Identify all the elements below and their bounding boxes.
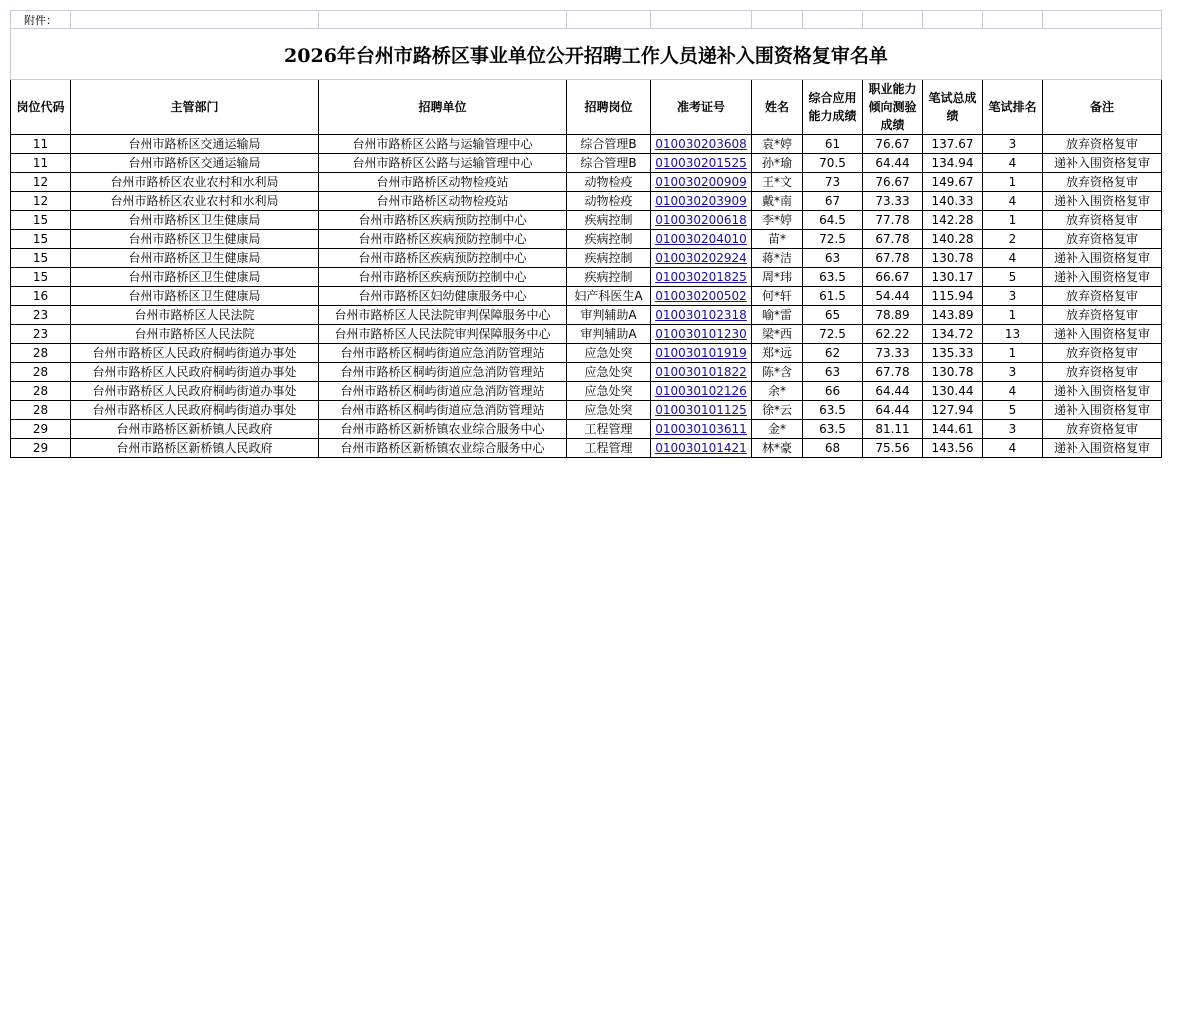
attachment-label: 附件： xyxy=(11,11,71,29)
cell-remarks: 放弃资格复审 xyxy=(1043,287,1162,306)
cell-ticket-number xyxy=(651,192,752,211)
header-aptitude-score: 职业能力倾向测验成绩 xyxy=(863,80,923,135)
cell-rank: 1 xyxy=(983,211,1043,230)
cell-applied-score: 62 xyxy=(803,344,863,363)
cell-aptitude-score: 64.44 xyxy=(863,382,923,401)
header-post-code: 岗位代码 xyxy=(11,80,71,135)
cell-name: 戴*南 xyxy=(752,192,803,211)
header-rank: 笔试排名 xyxy=(983,80,1043,135)
ticket-number-link[interactable]: 010030101421 xyxy=(655,440,747,455)
cell-aptitude-score: 78.89 xyxy=(863,306,923,325)
cell-remarks: 放弃资格复审 xyxy=(1043,135,1162,154)
cell-ticket-number xyxy=(651,249,752,268)
header-recruiting-unit: 招聘单位 xyxy=(319,80,567,135)
cell-ticket-number xyxy=(651,401,752,420)
cell-aptitude-score: 66.67 xyxy=(863,268,923,287)
cell-applied-score: 61.5 xyxy=(803,287,863,306)
table-row xyxy=(11,344,1162,363)
cell-applied-score: 72.5 xyxy=(803,230,863,249)
cell-recruiting-unit: 台州市路桥区疾病预防控制中心 xyxy=(319,211,567,230)
cell-position: 疾病控制 xyxy=(567,249,651,268)
cell-name: 王*文 xyxy=(752,173,803,192)
header-remarks: 备注 xyxy=(1043,80,1162,135)
cell-total-score: 149.67 xyxy=(923,173,983,192)
cell-recruiting-unit: 台州市路桥区桐屿街道应急消防管理站 xyxy=(319,382,567,401)
cell-rank: 3 xyxy=(983,363,1043,382)
cell-department: 台州市路桥区卫生健康局 xyxy=(71,249,319,268)
cell-post-code: 29 xyxy=(11,439,71,458)
cell-remarks: 递补入围资格复审 xyxy=(1043,154,1162,173)
cell-rank: 13 xyxy=(983,325,1043,344)
cell-total-score: 137.67 xyxy=(923,135,983,154)
cell-post-code: 23 xyxy=(11,306,71,325)
cell-aptitude-score: 67.78 xyxy=(863,249,923,268)
cell-position: 审判辅助A xyxy=(567,306,651,325)
cell-ticket-number xyxy=(651,173,752,192)
cell-department: 台州市路桥区人民政府桐屿街道办事处 xyxy=(71,382,319,401)
cell-remarks: 递补入围资格复审 xyxy=(1043,249,1162,268)
cell-aptitude-score: 67.78 xyxy=(863,230,923,249)
cell-aptitude-score: 64.44 xyxy=(863,154,923,173)
cell-position: 应急处突 xyxy=(567,363,651,382)
cell-post-code: 28 xyxy=(11,382,71,401)
table-row xyxy=(11,363,1162,382)
ticket-number-link[interactable]: 010030101919 xyxy=(655,345,747,360)
ticket-number-link[interactable]: 010030102318 xyxy=(655,307,747,322)
cell-post-code: 15 xyxy=(11,249,71,268)
table-row xyxy=(11,401,1162,420)
header-name: 姓名 xyxy=(752,80,803,135)
cell-ticket-number xyxy=(651,306,752,325)
cell-remarks: 递补入围资格复审 xyxy=(1043,439,1162,458)
cell-remarks: 放弃资格复审 xyxy=(1043,344,1162,363)
cell-rank: 4 xyxy=(983,439,1043,458)
cell-recruiting-unit: 台州市路桥区新桥镇农业综合服务中心 xyxy=(319,439,567,458)
cell-total-score: 140.28 xyxy=(923,230,983,249)
cell-recruiting-unit: 台州市路桥区动物检疫站 xyxy=(319,173,567,192)
table-row xyxy=(11,306,1162,325)
cell-position: 工程管理 xyxy=(567,420,651,439)
cell-post-code: 15 xyxy=(11,211,71,230)
cell-department: 台州市路桥区农业农村和水利局 xyxy=(71,173,319,192)
cell-rank: 4 xyxy=(983,192,1043,211)
cell-total-score: 134.72 xyxy=(923,325,983,344)
header-total-score: 笔试总成绩 xyxy=(923,80,983,135)
cell-department: 台州市路桥区卫生健康局 xyxy=(71,230,319,249)
cell-applied-score: 61 xyxy=(803,135,863,154)
cell-department: 台州市路桥区新桥镇人民政府 xyxy=(71,420,319,439)
table-row xyxy=(11,192,1162,211)
cell-ticket-number xyxy=(651,287,752,306)
cell-name: 何*轩 xyxy=(752,287,803,306)
cell-aptitude-score: 76.67 xyxy=(863,173,923,192)
cell-post-code: 11 xyxy=(11,154,71,173)
cell-position: 动物检疫 xyxy=(567,192,651,211)
cell-department: 台州市路桥区卫生健康局 xyxy=(71,211,319,230)
cell-recruiting-unit: 台州市路桥区桐屿街道应急消防管理站 xyxy=(319,401,567,420)
cell-department: 台州市路桥区人民法院 xyxy=(71,306,319,325)
cell-recruiting-unit: 台州市路桥区人民法院审判保障服务中心 xyxy=(319,325,567,344)
cell-applied-score: 73 xyxy=(803,173,863,192)
cell-recruiting-unit: 台州市路桥区疾病预防控制中心 xyxy=(319,249,567,268)
cell-rank: 1 xyxy=(983,173,1043,192)
cell-recruiting-unit: 台州市路桥区人民法院审判保障服务中心 xyxy=(319,306,567,325)
cell-applied-score: 66 xyxy=(803,382,863,401)
cell-name: 金* xyxy=(752,420,803,439)
table-row xyxy=(11,420,1162,439)
ticket-number-link[interactable]: 010030202924 xyxy=(655,250,747,265)
cell-aptitude-score: 81.11 xyxy=(863,420,923,439)
cell-applied-score: 63.5 xyxy=(803,268,863,287)
cell-aptitude-score: 67.78 xyxy=(863,363,923,382)
cell-ticket-number xyxy=(651,230,752,249)
cell-ticket-number xyxy=(651,382,752,401)
cell-position: 综合管理B xyxy=(567,135,651,154)
cell-position: 应急处突 xyxy=(567,344,651,363)
cell-department: 台州市路桥区人民政府桐屿街道办事处 xyxy=(71,401,319,420)
header-position: 招聘岗位 xyxy=(567,80,651,135)
cell-position: 妇产科医生A xyxy=(567,287,651,306)
cell-name: 袁*婷 xyxy=(752,135,803,154)
cell-rank: 4 xyxy=(983,382,1043,401)
cell-name: 梁*西 xyxy=(752,325,803,344)
cell-aptitude-score: 75.56 xyxy=(863,439,923,458)
cell-department: 台州市路桥区人民政府桐屿街道办事处 xyxy=(71,344,319,363)
candidate-table xyxy=(10,10,1162,458)
cell-aptitude-score: 76.67 xyxy=(863,135,923,154)
cell-recruiting-unit: 台州市路桥区公路与运输管理中心 xyxy=(319,154,567,173)
cell-total-score: 143.89 xyxy=(923,306,983,325)
cell-name: 陈*含 xyxy=(752,363,803,382)
cell-department: 台州市路桥区卫生健康局 xyxy=(71,268,319,287)
cell-department: 台州市路桥区人民政府桐屿街道办事处 xyxy=(71,363,319,382)
cell-recruiting-unit: 台州市路桥区疾病预防控制中心 xyxy=(319,230,567,249)
cell-position: 疾病控制 xyxy=(567,230,651,249)
cell-total-score: 130.78 xyxy=(923,363,983,382)
ticket-number-link[interactable]: 010030103611 xyxy=(655,421,747,436)
cell-recruiting-unit: 台州市路桥区新桥镇农业综合服务中心 xyxy=(319,420,567,439)
cell-name: 苗* xyxy=(752,230,803,249)
cell-aptitude-score: 73.33 xyxy=(863,344,923,363)
cell-name: 周*玮 xyxy=(752,268,803,287)
title-row xyxy=(11,29,1162,80)
cell-applied-score: 72.5 xyxy=(803,325,863,344)
cell-ticket-number xyxy=(651,344,752,363)
cell-position: 动物检疫 xyxy=(567,173,651,192)
cell-total-score: 130.17 xyxy=(923,268,983,287)
cell-department: 台州市路桥区交通运输局 xyxy=(71,154,319,173)
cell-recruiting-unit: 台州市路桥区动物检疫站 xyxy=(319,192,567,211)
ticket-number-link[interactable]: 010030101125 xyxy=(655,402,747,417)
ticket-number-link[interactable]: 010030204010 xyxy=(655,231,747,246)
cell-applied-score: 63.5 xyxy=(803,401,863,420)
cell-post-code: 12 xyxy=(11,192,71,211)
spreadsheet xyxy=(10,10,1161,458)
cell-ticket-number xyxy=(651,154,752,173)
cell-recruiting-unit: 台州市路桥区公路与运输管理中心 xyxy=(319,135,567,154)
cell-remarks: 递补入围资格复审 xyxy=(1043,401,1162,420)
header-row xyxy=(11,80,1162,135)
table-row xyxy=(11,135,1162,154)
cell-rank: 3 xyxy=(983,135,1043,154)
cell-applied-score: 63 xyxy=(803,249,863,268)
table-row xyxy=(11,230,1162,249)
cell-post-code: 28 xyxy=(11,401,71,420)
cell-name: 喻*雷 xyxy=(752,306,803,325)
cell-applied-score: 67 xyxy=(803,192,863,211)
cell-rank: 1 xyxy=(983,344,1043,363)
cell-post-code: 28 xyxy=(11,344,71,363)
ticket-number-link[interactable]: 010030102126 xyxy=(655,383,747,398)
table-row xyxy=(11,268,1162,287)
cell-total-score: 142.28 xyxy=(923,211,983,230)
cell-rank: 2 xyxy=(983,230,1043,249)
cell-aptitude-score: 54.44 xyxy=(863,287,923,306)
header-ticket-number: 准考证号 xyxy=(651,80,752,135)
header-department: 主管部门 xyxy=(71,80,319,135)
cell-remarks: 递补入围资格复审 xyxy=(1043,192,1162,211)
cell-post-code: 15 xyxy=(11,230,71,249)
cell-name: 林*豪 xyxy=(752,439,803,458)
cell-recruiting-unit: 台州市路桥区桐屿街道应急消防管理站 xyxy=(319,344,567,363)
cell-post-code: 23 xyxy=(11,325,71,344)
page-title: 2026年台州市路桥区事业单位公开招聘工作人员递补入围资格复审名单 xyxy=(11,29,1162,80)
cell-position: 应急处突 xyxy=(567,401,651,420)
cell-department: 台州市路桥区农业农村和水利局 xyxy=(71,192,319,211)
cell-post-code: 11 xyxy=(11,135,71,154)
cell-applied-score: 63.5 xyxy=(803,420,863,439)
cell-total-score: 134.94 xyxy=(923,154,983,173)
cell-remarks: 放弃资格复审 xyxy=(1043,363,1162,382)
cell-remarks: 放弃资格复审 xyxy=(1043,306,1162,325)
cell-recruiting-unit: 台州市路桥区疾病预防控制中心 xyxy=(319,268,567,287)
ticket-number-link[interactable]: 010030200618 xyxy=(655,212,747,227)
cell-total-score: 144.61 xyxy=(923,420,983,439)
cell-total-score: 127.94 xyxy=(923,401,983,420)
cell-ticket-number xyxy=(651,211,752,230)
table-row xyxy=(11,382,1162,401)
cell-post-code: 16 xyxy=(11,287,71,306)
cell-aptitude-score: 62.22 xyxy=(863,325,923,344)
table-row xyxy=(11,325,1162,344)
cell-recruiting-unit: 台州市路桥区妇幼健康服务中心 xyxy=(319,287,567,306)
cell-remarks: 放弃资格复审 xyxy=(1043,211,1162,230)
cell-post-code: 12 xyxy=(11,173,71,192)
cell-position: 疾病控制 xyxy=(567,211,651,230)
cell-name: 徐*云 xyxy=(752,401,803,420)
cell-applied-score: 64.5 xyxy=(803,211,863,230)
cell-recruiting-unit: 台州市路桥区桐屿街道应急消防管理站 xyxy=(319,363,567,382)
cell-total-score: 115.94 xyxy=(923,287,983,306)
cell-name: 郑*远 xyxy=(752,344,803,363)
cell-position: 审判辅助A xyxy=(567,325,651,344)
cell-remarks: 递补入围资格复审 xyxy=(1043,268,1162,287)
table-row xyxy=(11,211,1162,230)
cell-applied-score: 65 xyxy=(803,306,863,325)
cell-rank: 5 xyxy=(983,401,1043,420)
cell-total-score: 143.56 xyxy=(923,439,983,458)
cell-ticket-number xyxy=(651,268,752,287)
cell-aptitude-score: 77.78 xyxy=(863,211,923,230)
cell-remarks: 放弃资格复审 xyxy=(1043,173,1162,192)
cell-remarks: 递补入围资格复审 xyxy=(1043,325,1162,344)
cell-position: 工程管理 xyxy=(567,439,651,458)
cell-post-code: 15 xyxy=(11,268,71,287)
cell-ticket-number xyxy=(651,135,752,154)
cell-aptitude-score: 73.33 xyxy=(863,192,923,211)
cell-name: 李*婷 xyxy=(752,211,803,230)
cell-total-score: 135.33 xyxy=(923,344,983,363)
cell-department: 台州市路桥区新桥镇人民政府 xyxy=(71,439,319,458)
cell-total-score: 130.78 xyxy=(923,249,983,268)
table-row xyxy=(11,287,1162,306)
cell-name: 孙*瑜 xyxy=(752,154,803,173)
cell-ticket-number xyxy=(651,439,752,458)
table-row xyxy=(11,249,1162,268)
cell-position: 综合管理B xyxy=(567,154,651,173)
cell-department: 台州市路桥区交通运输局 xyxy=(71,135,319,154)
table-row xyxy=(11,173,1162,192)
cell-position: 疾病控制 xyxy=(567,268,651,287)
cell-rank: 4 xyxy=(983,249,1043,268)
attachment-row xyxy=(11,11,1162,29)
ticket-number-link[interactable]: 010030200502 xyxy=(655,288,747,303)
cell-rank: 4 xyxy=(983,154,1043,173)
cell-post-code: 29 xyxy=(11,420,71,439)
ticket-number-link[interactable]: 010030201525 xyxy=(655,155,747,170)
cell-remarks: 放弃资格复审 xyxy=(1043,230,1162,249)
cell-department: 台州市路桥区卫生健康局 xyxy=(71,287,319,306)
cell-applied-score: 70.5 xyxy=(803,154,863,173)
cell-applied-score: 63 xyxy=(803,363,863,382)
header-applied-score: 综合应用能力成绩 xyxy=(803,80,863,135)
cell-name: 余* xyxy=(752,382,803,401)
ticket-number-link[interactable]: 010030101822 xyxy=(655,364,747,379)
cell-rank: 3 xyxy=(983,287,1043,306)
cell-applied-score: 68 xyxy=(803,439,863,458)
ticket-number-link[interactable]: 010030200909 xyxy=(655,174,747,189)
cell-rank: 1 xyxy=(983,306,1043,325)
cell-post-code: 28 xyxy=(11,363,71,382)
cell-department: 台州市路桥区人民法院 xyxy=(71,325,319,344)
cell-ticket-number xyxy=(651,420,752,439)
cell-ticket-number xyxy=(651,325,752,344)
cell-remarks: 递补入围资格复审 xyxy=(1043,382,1162,401)
cell-rank: 3 xyxy=(983,420,1043,439)
ticket-number-link[interactable]: 010030201825 xyxy=(655,269,747,284)
cell-remarks: 放弃资格复审 xyxy=(1043,420,1162,439)
cell-position: 应急处突 xyxy=(567,382,651,401)
ticket-number-link[interactable]: 010030203608 xyxy=(655,136,747,151)
table-row xyxy=(11,439,1162,458)
cell-rank: 5 xyxy=(983,268,1043,287)
cell-total-score: 130.44 xyxy=(923,382,983,401)
cell-aptitude-score: 64.44 xyxy=(863,401,923,420)
table-row xyxy=(11,154,1162,173)
ticket-number-link[interactable]: 010030203909 xyxy=(655,193,747,208)
cell-total-score: 140.33 xyxy=(923,192,983,211)
ticket-number-link[interactable]: 010030101230 xyxy=(655,326,747,341)
cell-name: 蒋*洁 xyxy=(752,249,803,268)
cell-ticket-number xyxy=(651,363,752,382)
